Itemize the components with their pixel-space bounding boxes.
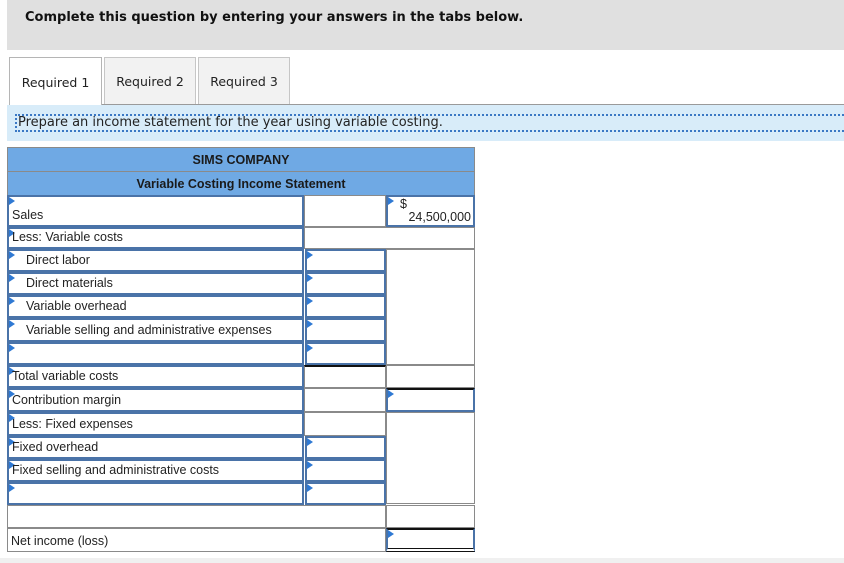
direct-labor-label-input[interactable] [7,249,304,272]
sales-label: Sales [12,208,44,222]
fixed-sga-label: Fixed selling and administrative costs [12,463,220,477]
fixed-overhead-amount-input[interactable] [305,436,386,459]
fixed-sga-label-input[interactable] [7,459,304,482]
less-variable-label: Less: Variable costs [12,230,123,244]
prompt-band [7,105,844,141]
tab-required-3[interactable]: Required 3 [198,57,290,105]
contribution-margin-label: Contribution margin [12,393,122,407]
blank-variable-label-input[interactable] [7,342,304,365]
income-statement-grid [7,195,475,552]
direct-labor-label: Direct labor [26,253,90,267]
contribution-margin-mid-blank [304,388,386,412]
net-income-amount-input[interactable] [386,528,475,552]
less-variable-label-input[interactable] [7,227,304,249]
fixed-overhead-label-input[interactable] [7,436,304,459]
statement-header [7,147,475,195]
sales-amount: 24,500,000 [408,210,471,224]
total-variable-amount [304,365,386,388]
direct-materials-label-input[interactable] [7,272,304,295]
prompt-text: Prepare an income statement for the year using variable costing. [15,114,844,132]
contribution-margin-amount-input[interactable] [386,388,475,412]
blank-fixed-label-input[interactable] [7,482,304,505]
variable-sga-label-input[interactable] [7,318,304,342]
sales-amount-input[interactable] [386,195,475,227]
company-name: SIMS COMPANY [7,147,475,171]
total-variable-label: Total variable costs [12,369,119,383]
sales-label-input[interactable] [7,195,304,227]
less-fixed-mid-blank [304,412,386,436]
fixed-right-blank [386,412,475,504]
instruction-bar [7,0,844,50]
less-fixed-label: Less: Fixed expenses [12,417,133,431]
variable-sga-label: Variable selling and administrative expenses [26,323,272,337]
variable-overhead-amount-input[interactable] [305,295,386,318]
fixed-overhead-label: Fixed overhead [12,440,99,454]
bottom-divider [0,558,844,563]
less-fixed-label-input[interactable] [7,412,304,436]
less-variable-blank [304,227,475,249]
statement-title: Variable Costing Income Statement [7,171,475,195]
net-income-label: Net income (loss) [11,534,109,548]
fixed-sga-amount-input[interactable] [305,459,386,482]
tab-required-2[interactable]: Required 2 [104,57,196,105]
variable-sga-amount-input[interactable] [305,318,386,342]
currency-symbol: $ [400,197,407,211]
blank-variable-amount-input[interactable] [305,342,386,365]
total-fixed-right-blank [386,505,475,528]
tab-bar [9,57,292,105]
contribution-margin-label-input[interactable] [7,388,304,412]
direct-labor-amount-input[interactable] [305,249,386,272]
variable-right-blank [386,249,475,365]
tab-required-1[interactable]: Required 1 [9,57,102,106]
sales-mid-cell [304,195,386,227]
direct-materials-label: Direct materials [26,276,113,290]
direct-materials-amount-input[interactable] [305,272,386,295]
variable-overhead-label-input[interactable] [7,295,304,318]
variable-overhead-label: Variable overhead [26,299,127,313]
net-income-label-cell [7,528,386,552]
total-variable-label-input[interactable] [7,365,304,388]
total-fixed-spacer [7,505,386,528]
instruction-text: Complete this question by entering your answers in the tabs below. [25,10,524,25]
total-variable-right-blank [386,365,475,388]
blank-fixed-amount-input[interactable] [305,482,386,505]
